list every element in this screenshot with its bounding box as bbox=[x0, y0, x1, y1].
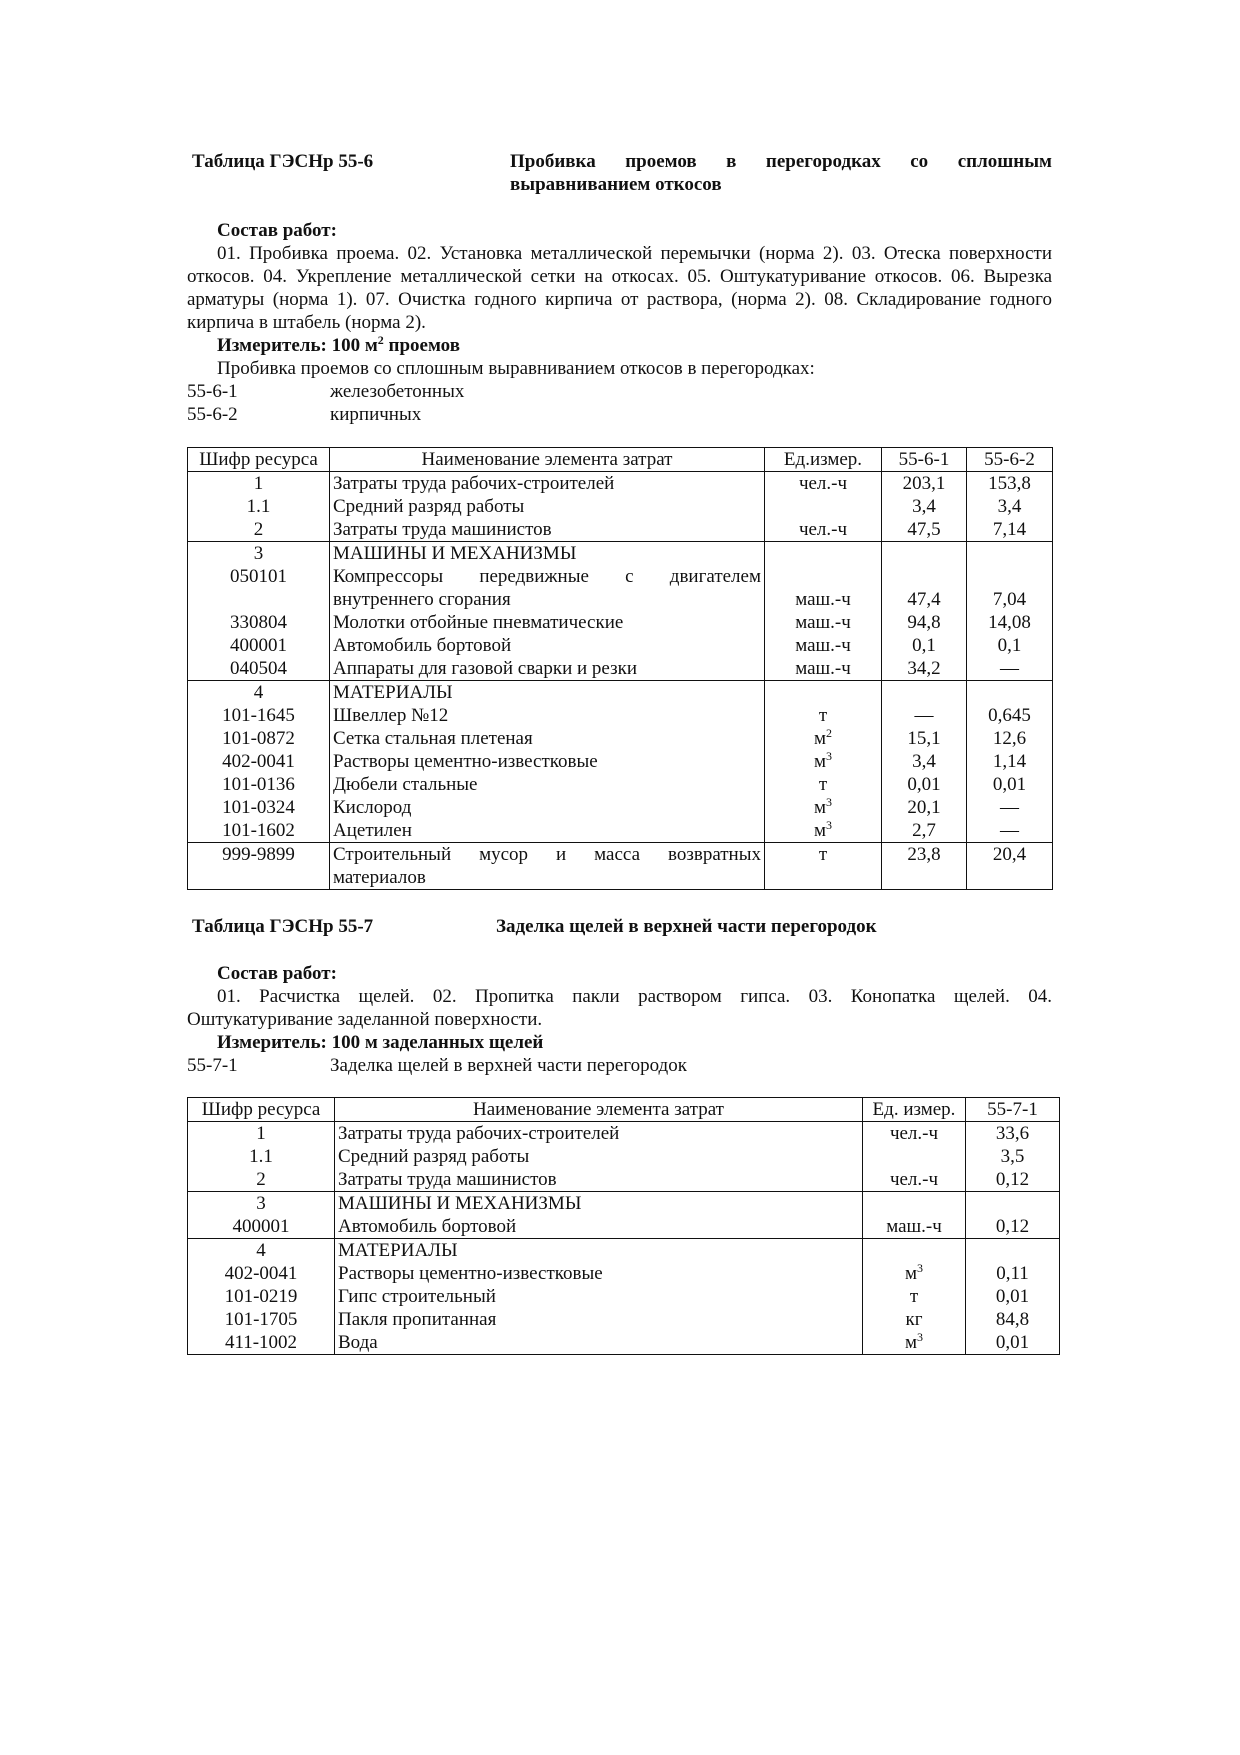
column-header: Наименование элемента затрат bbox=[330, 448, 765, 472]
resource-name-cell: МАШИНЫ И МЕХАНИЗМЫ bbox=[330, 542, 765, 566]
group-header-row bbox=[188, 542, 1053, 566]
resource-code-cell: 4 bbox=[188, 1239, 335, 1263]
column-header: Ед. измер. bbox=[863, 1098, 966, 1122]
unit-cell: $м^3$ bbox=[863, 1331, 966, 1355]
value-cell-v2: 153,8 bbox=[967, 472, 1053, 496]
resource-code-cell: 330804 bbox=[188, 611, 330, 634]
group-header-row bbox=[188, 1192, 1060, 1216]
value-cell-v1: — bbox=[882, 704, 967, 727]
resource-table-55-7 bbox=[187, 1097, 1060, 1355]
value-cell-v1 bbox=[966, 1192, 1060, 1216]
unit-cell: т bbox=[863, 1285, 966, 1308]
resource-code-cell: 040504 bbox=[188, 657, 330, 681]
column-header: Шифр ресурса bbox=[188, 448, 330, 472]
unit-cell: кг bbox=[863, 1308, 966, 1331]
resource-name-cell: Молотки отбойные пневматические bbox=[330, 611, 765, 634]
column-header: 55-6-2 bbox=[967, 448, 1053, 472]
table-row bbox=[188, 565, 1053, 611]
unit-cell bbox=[765, 495, 882, 518]
table-row bbox=[188, 472, 1053, 496]
table-header-55-6 bbox=[187, 150, 1052, 196]
value-cell-v2: — bbox=[967, 819, 1053, 843]
unit-cell: $м^2$ bbox=[765, 727, 882, 750]
unit-cell bbox=[765, 681, 882, 705]
resource-code-cell: 101-1705 bbox=[188, 1308, 335, 1331]
resource-code-cell: 101-0872 bbox=[188, 727, 330, 750]
value-cell-v1: 0,01 bbox=[966, 1331, 1060, 1355]
resource-name-cell: Растворы цементно-известковые bbox=[335, 1262, 863, 1285]
table-row bbox=[188, 796, 1053, 819]
unit-cell: чел.-ч bbox=[765, 518, 882, 542]
table-header-row bbox=[188, 448, 1053, 472]
resource-name-cell: Средний разряд работы bbox=[330, 495, 765, 518]
table-row bbox=[188, 843, 1053, 890]
work-text: 01. Расчистка щелей. 02. Пропитка пакли раствором гипса. 03. Конопатка щелей. 04. Оштукатуривание заделанной поверхности. bbox=[187, 986, 1052, 1030]
resource-name-cell: Кислород bbox=[330, 796, 765, 819]
resource-name-cell: Гипс строительный bbox=[335, 1285, 863, 1308]
work-heading: Состав работ: bbox=[217, 220, 337, 241]
unit-cell: маш.-ч bbox=[765, 565, 882, 611]
unit-cell bbox=[863, 1192, 966, 1216]
column-header: Шифр ресурса bbox=[188, 1098, 335, 1122]
unit-cell: $м^3$ bbox=[765, 819, 882, 843]
unit-cell bbox=[863, 1145, 966, 1168]
resource-code-cell: 101-1645 bbox=[188, 704, 330, 727]
resource-code-cell: 402-0041 bbox=[188, 1262, 335, 1285]
code-row: 55-7-1 Заделка щелей в верхней части перегородок bbox=[187, 1055, 687, 1076]
table-row bbox=[188, 727, 1053, 750]
group-header-row bbox=[188, 1239, 1060, 1263]
value-cell-v1: 0,01 bbox=[882, 773, 967, 796]
resource-code-cell: 1.1 bbox=[188, 1145, 335, 1168]
table-header-row bbox=[188, 1098, 1060, 1122]
value-cell-v1: 3,4 bbox=[882, 750, 967, 773]
table-row bbox=[188, 704, 1053, 727]
table-row bbox=[188, 750, 1053, 773]
resource-name-cell: Средний разряд работы bbox=[335, 1145, 863, 1168]
value-cell-v1 bbox=[966, 1239, 1060, 1263]
value-cell-v1: 0,11 bbox=[966, 1262, 1060, 1285]
value-cell-v1: 3,4 bbox=[882, 495, 967, 518]
resource-name-cell: МАТЕРИАЛЫ bbox=[335, 1239, 863, 1263]
value-cell-v1: 94,8 bbox=[882, 611, 967, 634]
resource-name-cell: Дюбели стальные bbox=[330, 773, 765, 796]
table-row bbox=[188, 611, 1053, 634]
column-header: 55-6-1 bbox=[882, 448, 967, 472]
value-cell-v2 bbox=[967, 542, 1053, 566]
table-row bbox=[188, 518, 1053, 542]
resource-name-cell: Ацетилен bbox=[330, 819, 765, 843]
resource-code-cell: 411-1002 bbox=[188, 1331, 335, 1355]
unit-cell: маш.-ч bbox=[765, 657, 882, 681]
value-cell-v2: 1,14 bbox=[967, 750, 1053, 773]
value-cell-v2 bbox=[967, 681, 1053, 705]
resource-code-cell: 1.1 bbox=[188, 495, 330, 518]
resource-code-cell: 400001 bbox=[188, 1215, 335, 1239]
resource-name-cell: Сетка стальная плетеная bbox=[330, 727, 765, 750]
unit-cell bbox=[863, 1239, 966, 1263]
table-row bbox=[188, 1285, 1060, 1308]
table-row bbox=[188, 1215, 1060, 1239]
table-row bbox=[188, 1168, 1060, 1192]
column-header: Наименование элемента затрат bbox=[335, 1098, 863, 1122]
resource-name-cell: Затраты труда машинистов bbox=[330, 518, 765, 542]
resource-name-cell: Швеллер №12 bbox=[330, 704, 765, 727]
unit-cell bbox=[765, 542, 882, 566]
value-cell-v1: 3,5 bbox=[966, 1145, 1060, 1168]
unit-cell: маш.-ч bbox=[765, 611, 882, 634]
resource-name-cell: Компрессоры передвижные с двигателем внутреннего сгорания bbox=[330, 565, 765, 611]
unit-cell: $м^3$ bbox=[863, 1262, 966, 1285]
resource-code-cell: 101-0324 bbox=[188, 796, 330, 819]
table-row bbox=[188, 634, 1053, 657]
resource-code-cell: 101-0219 bbox=[188, 1285, 335, 1308]
resource-code-cell: 1 bbox=[188, 472, 330, 496]
work-text: 01. Пробивка проема. 02. Установка металлической перемычки (норма 2). 03. Отеска поверхности откосов. 04. Укрепление металлической сетки на откосах. 05. Оштукатуривание откосов. 06. Вырезка арматуры (норма 1). 07. Очистка годного кирпича от раствора, (норма 2). 08. Складирование годного кирпича в штабель (норма 2). bbox=[187, 243, 1052, 333]
value-cell-v2: 3,4 bbox=[967, 495, 1053, 518]
resource-code-cell: 4 bbox=[188, 681, 330, 705]
resource-code-cell: 2 bbox=[188, 1168, 335, 1192]
work-heading: Состав работ: bbox=[217, 963, 337, 984]
value-cell-v2: 0,1 bbox=[967, 634, 1053, 657]
value-cell-v1: 33,6 bbox=[966, 1122, 1060, 1146]
table-title: Заделка щелей в верхней части перегородок bbox=[496, 916, 877, 937]
value-cell-v2: 0,01 bbox=[967, 773, 1053, 796]
value-cell-v1: 20,1 bbox=[882, 796, 967, 819]
group-header-row bbox=[188, 681, 1053, 705]
value-cell-v2: — bbox=[967, 657, 1053, 681]
unit-cell: т bbox=[765, 773, 882, 796]
value-cell-v1 bbox=[882, 542, 967, 566]
resource-code-cell: 999-9899 bbox=[188, 843, 330, 890]
unit-cell: т bbox=[765, 704, 882, 727]
unit-cell: $м^3$ bbox=[765, 796, 882, 819]
value-cell-v1: 84,8 bbox=[966, 1308, 1060, 1331]
value-cell-v2: 0,645 bbox=[967, 704, 1053, 727]
table-row bbox=[188, 1331, 1060, 1355]
resource-name-cell: Затраты труда рабочих-строителей bbox=[330, 472, 765, 496]
value-cell-v2: 20,4 bbox=[967, 843, 1053, 890]
value-cell-v2: 7,04 bbox=[967, 565, 1053, 611]
table-row bbox=[188, 773, 1053, 796]
resource-name-cell: МАШИНЫ И МЕХАНИЗМЫ bbox=[335, 1192, 863, 1216]
value-cell-v2: 12,6 bbox=[967, 727, 1053, 750]
unit-cell: маш.-ч bbox=[765, 634, 882, 657]
intro-line: Пробивка проемов со сплошным выравниванием откосов в перегородках: bbox=[217, 358, 815, 379]
unit-cell: т bbox=[765, 843, 882, 890]
resource-table-55-6 bbox=[187, 447, 1053, 890]
value-cell-v1: 15,1 bbox=[882, 727, 967, 750]
resource-code-cell: 101-1602 bbox=[188, 819, 330, 843]
value-cell-v1: 47,5 bbox=[882, 518, 967, 542]
table-row bbox=[188, 1262, 1060, 1285]
resource-code-cell: 402-0041 bbox=[188, 750, 330, 773]
resource-name-cell: Вода bbox=[335, 1331, 863, 1355]
value-cell-v2: 7,14 bbox=[967, 518, 1053, 542]
unit-cell: чел.-ч bbox=[863, 1168, 966, 1192]
resource-code-cell: 2 bbox=[188, 518, 330, 542]
unit-cell: чел.-ч bbox=[863, 1122, 966, 1146]
resource-code-cell: 101-0136 bbox=[188, 773, 330, 796]
unit-cell: маш.-ч bbox=[863, 1215, 966, 1239]
value-cell-v1: 0,12 bbox=[966, 1215, 1060, 1239]
value-cell-v1: 0,12 bbox=[966, 1168, 1060, 1192]
resource-name-cell: Строительный мусор и масса возвратных материалов bbox=[330, 843, 765, 890]
table-label: Таблица ГЭСНр 55-7 bbox=[192, 916, 374, 937]
code-row: 55-6-1 железобетонных bbox=[187, 381, 465, 402]
table-row bbox=[188, 1308, 1060, 1331]
value-cell-v1: 0,01 bbox=[966, 1285, 1060, 1308]
table-row bbox=[188, 819, 1053, 843]
resource-name-cell: Затраты труда рабочих-строителей bbox=[335, 1122, 863, 1146]
resource-name-cell: Растворы цементно-известковые bbox=[330, 750, 765, 773]
resource-name-cell: МАТЕРИАЛЫ bbox=[330, 681, 765, 705]
value-cell-v1: 2,7 bbox=[882, 819, 967, 843]
resource-name-cell: Пакля пропитанная bbox=[335, 1308, 863, 1331]
value-cell-v1: 23,8 bbox=[882, 843, 967, 890]
value-cell-v1: 203,1 bbox=[882, 472, 967, 496]
table-label: Таблица ГЭСНр 55-6 bbox=[192, 151, 374, 172]
value-cell-v1: 0,1 bbox=[882, 634, 967, 657]
resource-code-cell: 3 bbox=[188, 1192, 335, 1216]
table-header-55-7 bbox=[187, 915, 1052, 938]
resource-name-cell: Аппараты для газовой сварки и резки bbox=[330, 657, 765, 681]
resource-name-cell: Автомобиль бортовой bbox=[335, 1215, 863, 1239]
resource-code-cell: 400001 bbox=[188, 634, 330, 657]
value-cell-v2: — bbox=[967, 796, 1053, 819]
unit-cell: чел.-ч bbox=[765, 472, 882, 496]
resource-code-cell: 050101 bbox=[188, 565, 330, 611]
unit-cell: $м^3$ bbox=[765, 750, 882, 773]
table-row bbox=[188, 495, 1053, 518]
resource-code-cell: 1 bbox=[188, 1122, 335, 1146]
column-header: 55-7-1 bbox=[966, 1098, 1060, 1122]
column-header: Ед.измер. bbox=[765, 448, 882, 472]
value-cell-v1: 47,4 bbox=[882, 565, 967, 611]
resource-name-cell: Автомобиль бортовой bbox=[330, 634, 765, 657]
measure-line: Измеритель: 100 $м^2$ проемов bbox=[217, 333, 460, 356]
table-row bbox=[188, 657, 1053, 681]
value-cell-v1 bbox=[882, 681, 967, 705]
value-cell-v1: 34,2 bbox=[882, 657, 967, 681]
code-row: 55-6-2 кирпичных bbox=[187, 404, 422, 425]
table-row bbox=[188, 1145, 1060, 1168]
value-cell-v2: 14,08 bbox=[967, 611, 1053, 634]
table-row bbox=[188, 1122, 1060, 1146]
work-composition-55-6 bbox=[187, 219, 1052, 426]
resource-code-cell: 3 bbox=[188, 542, 330, 566]
table-title: Пробивка проемов в перегородках со сплошным выравниванием откосов bbox=[510, 151, 1052, 195]
measure-line: Измеритель: 100 м заделанных щелей bbox=[217, 1032, 544, 1053]
work-composition-55-7 bbox=[187, 962, 1052, 1077]
resource-name-cell: Затраты труда машинистов bbox=[335, 1168, 863, 1192]
